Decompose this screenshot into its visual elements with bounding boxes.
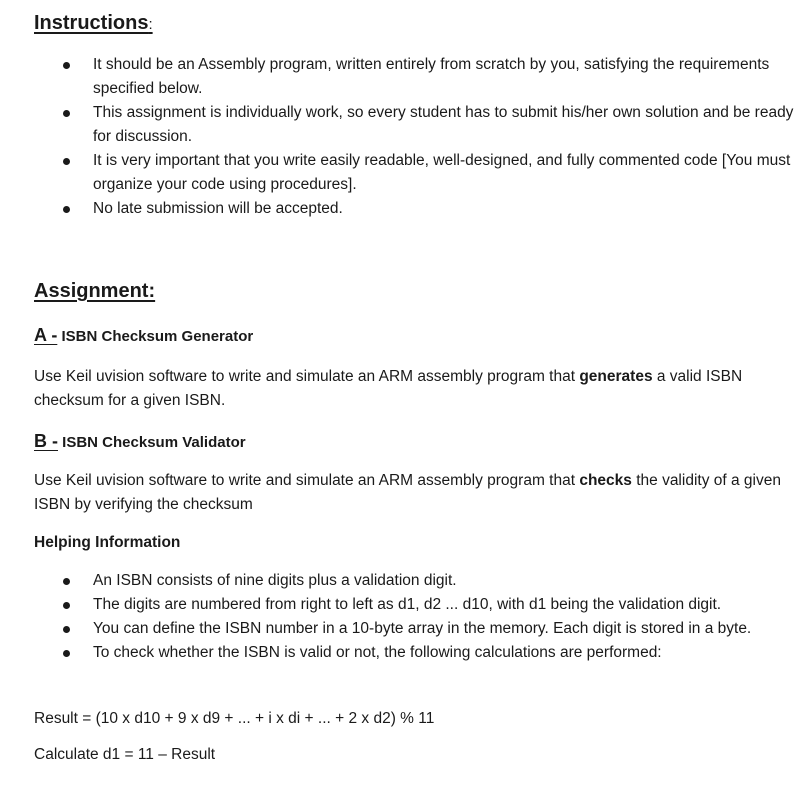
list-item: You can define the ISBN number in a 10-byte array in the memory. Each digit is stored in a byte. bbox=[34, 617, 804, 641]
part-b-letter: B - bbox=[34, 431, 58, 451]
helping-list bbox=[34, 569, 804, 665]
list-item: It should be an Assembly program, written entirely from scratch by you, satisfying the requirements specified below. bbox=[34, 53, 794, 101]
bullet-icon bbox=[63, 62, 70, 69]
list-item: No late submission will be accepted. bbox=[34, 197, 794, 221]
instructions-heading bbox=[34, 10, 153, 38]
instructions-heading-text: Instructions bbox=[34, 12, 149, 34]
part-b-title: ISBN Checksum Validator bbox=[62, 434, 246, 451]
helping-heading: Helping Information bbox=[34, 534, 181, 551]
part-a-heading bbox=[34, 324, 253, 348]
part-b-description: Use Keil uvision software to write and simulate an ARM assembly program that checks the validity of a given ISBN by verifying the checksum bbox=[34, 472, 781, 513]
bullet-icon bbox=[63, 650, 70, 657]
bullet-icon bbox=[63, 110, 70, 117]
list-item: It is very important that you write easily readable, well-designed, and fully commented code [You must organize your code using procedures]. bbox=[34, 149, 794, 197]
part-a-letter: A - bbox=[34, 325, 58, 345]
part-b-heading bbox=[34, 430, 246, 454]
bullet-icon bbox=[63, 626, 70, 633]
list-item: The digits are numbered from right to left as d1, d2 ... d10, with d1 being the validation digit. bbox=[34, 593, 804, 617]
part-a-description: Use Keil uvision software to write and simulate an ARM assembly program that generates a valid ISBN checksum for a given ISBN. bbox=[34, 368, 743, 409]
instructions-colon: : bbox=[148, 16, 153, 33]
bullet-icon bbox=[63, 206, 70, 213]
list-item: An ISBN consists of nine digits plus a validation digit. bbox=[34, 569, 804, 593]
assignment-heading: Assignment: bbox=[34, 280, 156, 302]
list-item: This assignment is individually work, so every student has to submit his/her own solution and be ready for discussion. bbox=[34, 101, 794, 149]
formula-result: Result = (10 x d10 + 9 x d9 + ... + i x di + ... + 2 x d2) % 11 bbox=[34, 710, 435, 727]
bullet-icon bbox=[63, 578, 70, 585]
formula-d1: Calculate d1 = 11 – Result bbox=[34, 746, 216, 763]
part-a-title: ISBN Checksum Generator bbox=[61, 328, 254, 345]
bullet-icon bbox=[63, 158, 70, 165]
bullet-icon bbox=[63, 602, 70, 609]
instructions-list bbox=[34, 53, 794, 221]
list-item: To check whether the ISBN is valid or not, the following calculations are performed: bbox=[34, 641, 804, 665]
